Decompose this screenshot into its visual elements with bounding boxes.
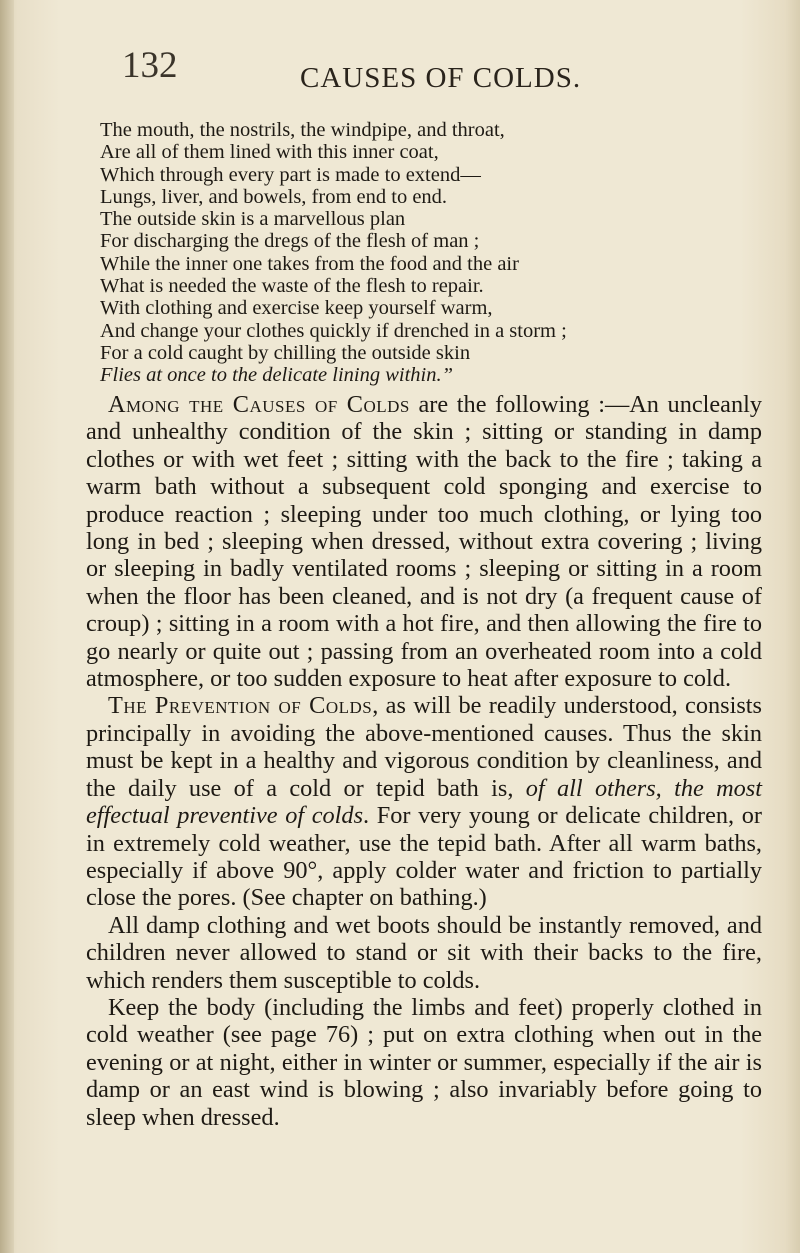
paragraph-prevention bbox=[86, 692, 762, 911]
poem-line: Are all of them lined with this inner coat, bbox=[100, 141, 439, 164]
poem-quotation bbox=[100, 119, 780, 387]
poem-line: What is needed the waste of the flesh to repair. bbox=[100, 275, 484, 298]
prevention-heading: The Prevention of Colds bbox=[108, 692, 373, 720]
paragraph-keep-warm: Keep the body (including the limbs and feet) properly clothed in cold weather (see page 76) ; put on extra clothing when out in the evening or at night, either in winter or summer, especially if the air is damp or an east wind is blowing ; also invariably before going to sleep when dressed. bbox=[86, 993, 762, 1131]
page-number: 132 bbox=[122, 45, 178, 86]
poem-last-line: Flies at once to the delicate lining within.” bbox=[100, 364, 454, 387]
poem-line: With clothing and exercise keep yourself warm, bbox=[100, 297, 493, 320]
prevention-emphasis: of all others, the most effectual preventive of colds bbox=[86, 774, 762, 830]
poem-line: For a cold caught by chilling the outside skin bbox=[100, 341, 471, 364]
poem-line: And change your clothes quickly if drenched in a storm ; bbox=[100, 319, 567, 342]
page-spine-shadow bbox=[0, 0, 14, 1253]
page-header bbox=[0, 44, 800, 104]
poem-line: The mouth, the nostrils, the windpipe, and throat, bbox=[100, 119, 505, 141]
body-text bbox=[86, 391, 762, 1131]
paragraph-damp-clothing: All damp clothing and wet boots should be instantly removed, and children never allowed to stand or sit with their backs to the fire, which renders them susceptible to colds. bbox=[86, 911, 762, 994]
prevention-text-b: . For very young or delicate children, or in extremely cold weather, use the tepid bath. After all warm baths, especially if above 90°, apply colder water and friction to partially close the pores. (See chapter on bathing.) bbox=[86, 802, 762, 912]
running-head: CAUSES OF COLDS. bbox=[300, 62, 582, 94]
prevention-text-a: , as will be readily understood, consists principally in avoiding the above-mentioned causes. Thus the skin must be kept in a healthy and vigorous condition by cleanliness, and the daily use of a cold or tepid bath is, bbox=[86, 692, 762, 802]
causes-text: are the following :—An uncleanly and unhealthy condition of the skin ; sitting or standing in damp clothes or with wet feet ; sitting with the back to the fire ; taking a warm bath without a subsequent cold sponging and exercise to produce reaction ; sleeping under too much clothing, or lying too long in bed ; sleeping when dressed, without extra covering ; living or sleeping in badly ventilated rooms ; sleeping or sitting in a room when the floor has been cleaned, and is not dry (a frequent cause of croup) ; sitting in a room with a hot fire, and then allowing the fire to go nearly or quite out ; passing from an overheated room into a cold atmosphere, or too sudden exposure to heat after exposure to cold. bbox=[86, 391, 763, 693]
paragraph-causes bbox=[86, 391, 762, 692]
poem-line: While the inner one takes from the food and the air bbox=[100, 252, 519, 275]
poem-line-italic bbox=[100, 364, 780, 386]
poem-line: The outside skin is a marvellous plan bbox=[100, 208, 406, 231]
poem-line: Lungs, liver, and bowels, from end to end. bbox=[100, 185, 448, 208]
poem-line: For discharging the dregs of the flesh of man ; bbox=[100, 230, 480, 253]
causes-heading: Among the Causes of Colds bbox=[108, 391, 410, 418]
poem-line: Which through every part is made to extend— bbox=[100, 163, 481, 186]
